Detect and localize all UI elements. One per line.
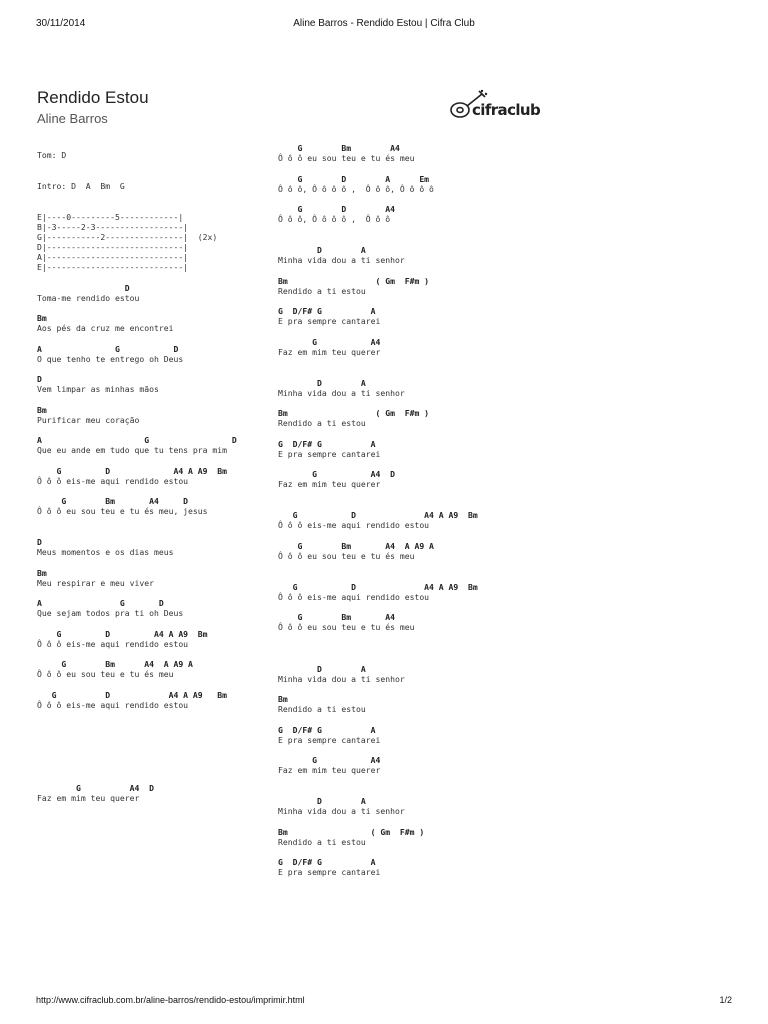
- lyric-line: E pra sempre cantarei: [278, 448, 381, 459]
- spacer: [37, 516, 237, 527]
- spacer: [278, 357, 478, 368]
- spacer: [278, 786, 478, 797]
- page-number: 1/2: [719, 995, 732, 1005]
- lyric-line: E pra sempre cantarei: [278, 316, 381, 326]
- text-line: B|-3-----2-3------------------|: [37, 222, 189, 232]
- spacer: [37, 762, 237, 773]
- chord-line: G D A4 A A9 Bm: [37, 689, 228, 700]
- spacer: [278, 684, 478, 695]
- chord-line: D A: [278, 796, 366, 806]
- spacer: [278, 367, 478, 378]
- lyric-line: Rendido a ti estou: [278, 285, 366, 296]
- chord-line: G D/F# G A: [278, 724, 376, 735]
- spacer: [278, 398, 478, 409]
- spacer: [37, 720, 237, 731]
- lyric-line: Ô ô ô eis-me aqui rendido estou: [37, 638, 189, 649]
- spacer: [37, 588, 237, 599]
- lyric-line: Faz em mim teu querer: [278, 346, 381, 357]
- chord-sheet-left-column: [37, 150, 237, 803]
- text-line: E|----0---------5------------|: [37, 212, 184, 222]
- spacer: [278, 194, 478, 205]
- lyric-line: Ô ô ô eis-me aqui rendido estou: [278, 520, 430, 530]
- spacer: [278, 816, 478, 827]
- chord-line: A G D: [37, 598, 164, 608]
- lyric-line: Ô ô ô eis-me aqui rendido estou: [37, 475, 189, 486]
- chord-line: Bm ( Gm F#m ): [278, 826, 425, 837]
- chord-line: D A: [278, 663, 366, 674]
- print-page-title: Aline Barros - Rendido Estou | Cifra Club: [293, 18, 475, 29]
- lyric-line: Faz em mim teu querer: [278, 479, 381, 489]
- lyric-line: Ô ô ô eis-me aqui rendido estou: [278, 591, 430, 602]
- chord-line: G D A Em: [278, 173, 430, 184]
- spacer: [278, 714, 478, 725]
- spacer: [278, 847, 478, 858]
- chord-line: G D A4 A A9 Bm: [37, 628, 208, 639]
- spacer: [37, 202, 237, 213]
- lyric-line: E pra sempre cantarei: [278, 867, 381, 877]
- lyric-line: Faz em mim teu querer: [278, 765, 381, 775]
- chord-line: Bm ( Gm F#m ): [278, 408, 430, 418]
- text-line: Intro: D A Bm G: [37, 181, 125, 191]
- chord-line: A G D: [37, 435, 237, 445]
- spacer: [37, 527, 237, 538]
- lyric-line: Meus momentos e os dias meus: [37, 547, 174, 557]
- chord-line: D: [37, 537, 42, 547]
- spacer: [278, 745, 478, 756]
- print-url: http://www.cifraclub.com.br/aline-barros/rendido-estou/imprimir.html: [36, 995, 305, 1005]
- spacer: [37, 618, 237, 629]
- chord-line: Bm: [37, 404, 47, 415]
- chord-line: G D A4: [278, 204, 395, 214]
- spacer: [37, 303, 237, 314]
- lyric-line: Ô ô ô eu sou teu e tu és meu: [278, 153, 415, 163]
- spacer: [278, 632, 478, 643]
- spacer: [37, 272, 237, 283]
- spacer: [278, 571, 478, 582]
- lyric-line: Vem limpar as minhas mãos: [37, 384, 159, 394]
- spacer: [278, 489, 478, 500]
- lyric-line: Minha vida dou a ti senhor: [278, 387, 405, 398]
- spacer: [37, 425, 237, 436]
- chord-line: G Bm A4 D: [37, 496, 189, 506]
- lyric-line: Faz em mim teu querer: [37, 793, 140, 803]
- chord-line: G Bm A4 A A9 A: [278, 540, 434, 551]
- spacer: [278, 265, 478, 276]
- chord-line: D A: [278, 245, 366, 255]
- spacer: [37, 333, 237, 344]
- spacer: [37, 731, 237, 742]
- chord-line: Bm: [37, 313, 47, 323]
- spacer: [278, 428, 478, 439]
- lyric-line: Rendido a ti estou: [278, 704, 366, 714]
- spacer: [278, 653, 478, 664]
- song-artist: Aline Barros: [37, 111, 108, 126]
- chord-line: D A: [278, 377, 366, 388]
- spacer: [37, 741, 237, 752]
- chord-line: Bm: [278, 694, 288, 704]
- spacer: [278, 326, 478, 337]
- spacer: [278, 643, 478, 654]
- lyric-line: Meu respirar e meu viver: [37, 577, 154, 588]
- chord-line: G A4 D: [278, 469, 395, 479]
- chord-line: G D/F# G A: [278, 438, 376, 449]
- spacer: [278, 296, 478, 307]
- spacer: [37, 486, 237, 497]
- lyric-line: Que sejam todos pra ti oh Deus: [37, 608, 184, 618]
- spacer: [278, 500, 478, 511]
- chord-line: G A4: [278, 755, 381, 765]
- spacer: [278, 561, 478, 572]
- spacer: [37, 679, 237, 690]
- chord-line: G Bm A4: [278, 143, 400, 153]
- chord-line: Bm: [37, 567, 47, 578]
- spacer: [278, 224, 478, 235]
- spacer: [278, 163, 478, 174]
- chord-line: G Bm A4: [278, 612, 395, 622]
- cifraclub-logo: [448, 86, 541, 124]
- lyric-line: Toma-me rendido estou: [37, 292, 140, 303]
- chord-line: G A4 D: [37, 783, 154, 793]
- spacer: [37, 191, 237, 202]
- chord-line: D: [37, 282, 130, 293]
- chord-line: D: [37, 374, 42, 384]
- lyric-line: Aos pés da cruz me encontrei: [37, 323, 174, 333]
- lyric-line: Ô ô ô eu sou teu e tu és meu: [37, 669, 174, 679]
- spacer: [37, 364, 237, 375]
- spacer: [37, 710, 237, 721]
- text-line: D|----------------------------|: [37, 242, 189, 252]
- chord-line: G Bm A4 A A9 A: [37, 659, 193, 669]
- text-line: A|----------------------------|: [37, 252, 189, 262]
- spacer: [37, 171, 237, 182]
- lyric-line: Rendido a ti estou: [278, 418, 366, 428]
- chord-line: G D/F# G A: [278, 306, 376, 316]
- lyric-line: Ô ô ô eu sou teu e tu és meu: [278, 550, 415, 561]
- chord-line: Bm ( Gm F#m ): [278, 275, 430, 286]
- lyric-line: O que tenho te entrego oh Deus: [37, 353, 184, 364]
- spacer: [37, 752, 237, 763]
- chord-line: G A4: [278, 336, 381, 347]
- text-line: Tom: D: [37, 150, 67, 160]
- spacer: [278, 235, 478, 246]
- text-line: E|----------------------------|: [37, 262, 189, 272]
- chord-line: G D A4 A A9 Bm: [278, 510, 478, 520]
- lyric-line: E pra sempre cantarei: [278, 734, 381, 745]
- spacer: [278, 459, 478, 470]
- lyric-line: Ô ô ô eu sou teu e tu és meu: [278, 622, 415, 632]
- lyric-line: Ô ô ô eis-me aqui rendido estou: [37, 699, 189, 710]
- spacer: [37, 394, 237, 405]
- spacer: [278, 602, 478, 613]
- chord-line: A G D: [37, 343, 179, 354]
- lyric-line: Purificar meu coração: [37, 414, 140, 425]
- lyric-line: Ô ô ô eu sou teu e tu és meu, jesus: [37, 506, 208, 516]
- chord-line: G D A4 A A9 Bm: [278, 581, 478, 592]
- lyric-line: Minha vida dou a ti senhor: [278, 806, 405, 816]
- lyric-line: Minha vida dou a ti senhor: [278, 673, 405, 684]
- song-title: Rendido Estou: [37, 88, 149, 107]
- spacer: [37, 455, 237, 466]
- spacer: [37, 773, 237, 784]
- spacer: [37, 557, 237, 568]
- guitar-icon: [448, 86, 541, 124]
- spacer: [278, 530, 478, 541]
- lyric-line: Minha vida dou a ti senhor: [278, 255, 405, 265]
- lyric-line: Rendido a ti estou: [278, 836, 366, 847]
- chord-sheet-right-column: [278, 143, 478, 877]
- print-date: 30/11/2014: [36, 18, 86, 29]
- chord-line: G D/F# G A: [278, 857, 376, 867]
- chord-line: G D A4 A A9 Bm: [37, 465, 228, 476]
- lyric-line: Que eu ande em tudo que tu tens pra mim: [37, 445, 228, 455]
- spacer: [37, 649, 237, 660]
- spacer: [278, 775, 478, 786]
- logo-text: cifraclub: [472, 101, 541, 119]
- lyric-line: Ô ô ô, Ô ô ô ô , Ô ô ô: [278, 214, 391, 224]
- text-line: G|-----------2----------------| (2x): [37, 232, 218, 242]
- lyric-line: Ô ô ô, Ô ô ô ô , Ô ô ô, Ô ô ô ô: [278, 183, 434, 194]
- spacer: [37, 160, 237, 171]
